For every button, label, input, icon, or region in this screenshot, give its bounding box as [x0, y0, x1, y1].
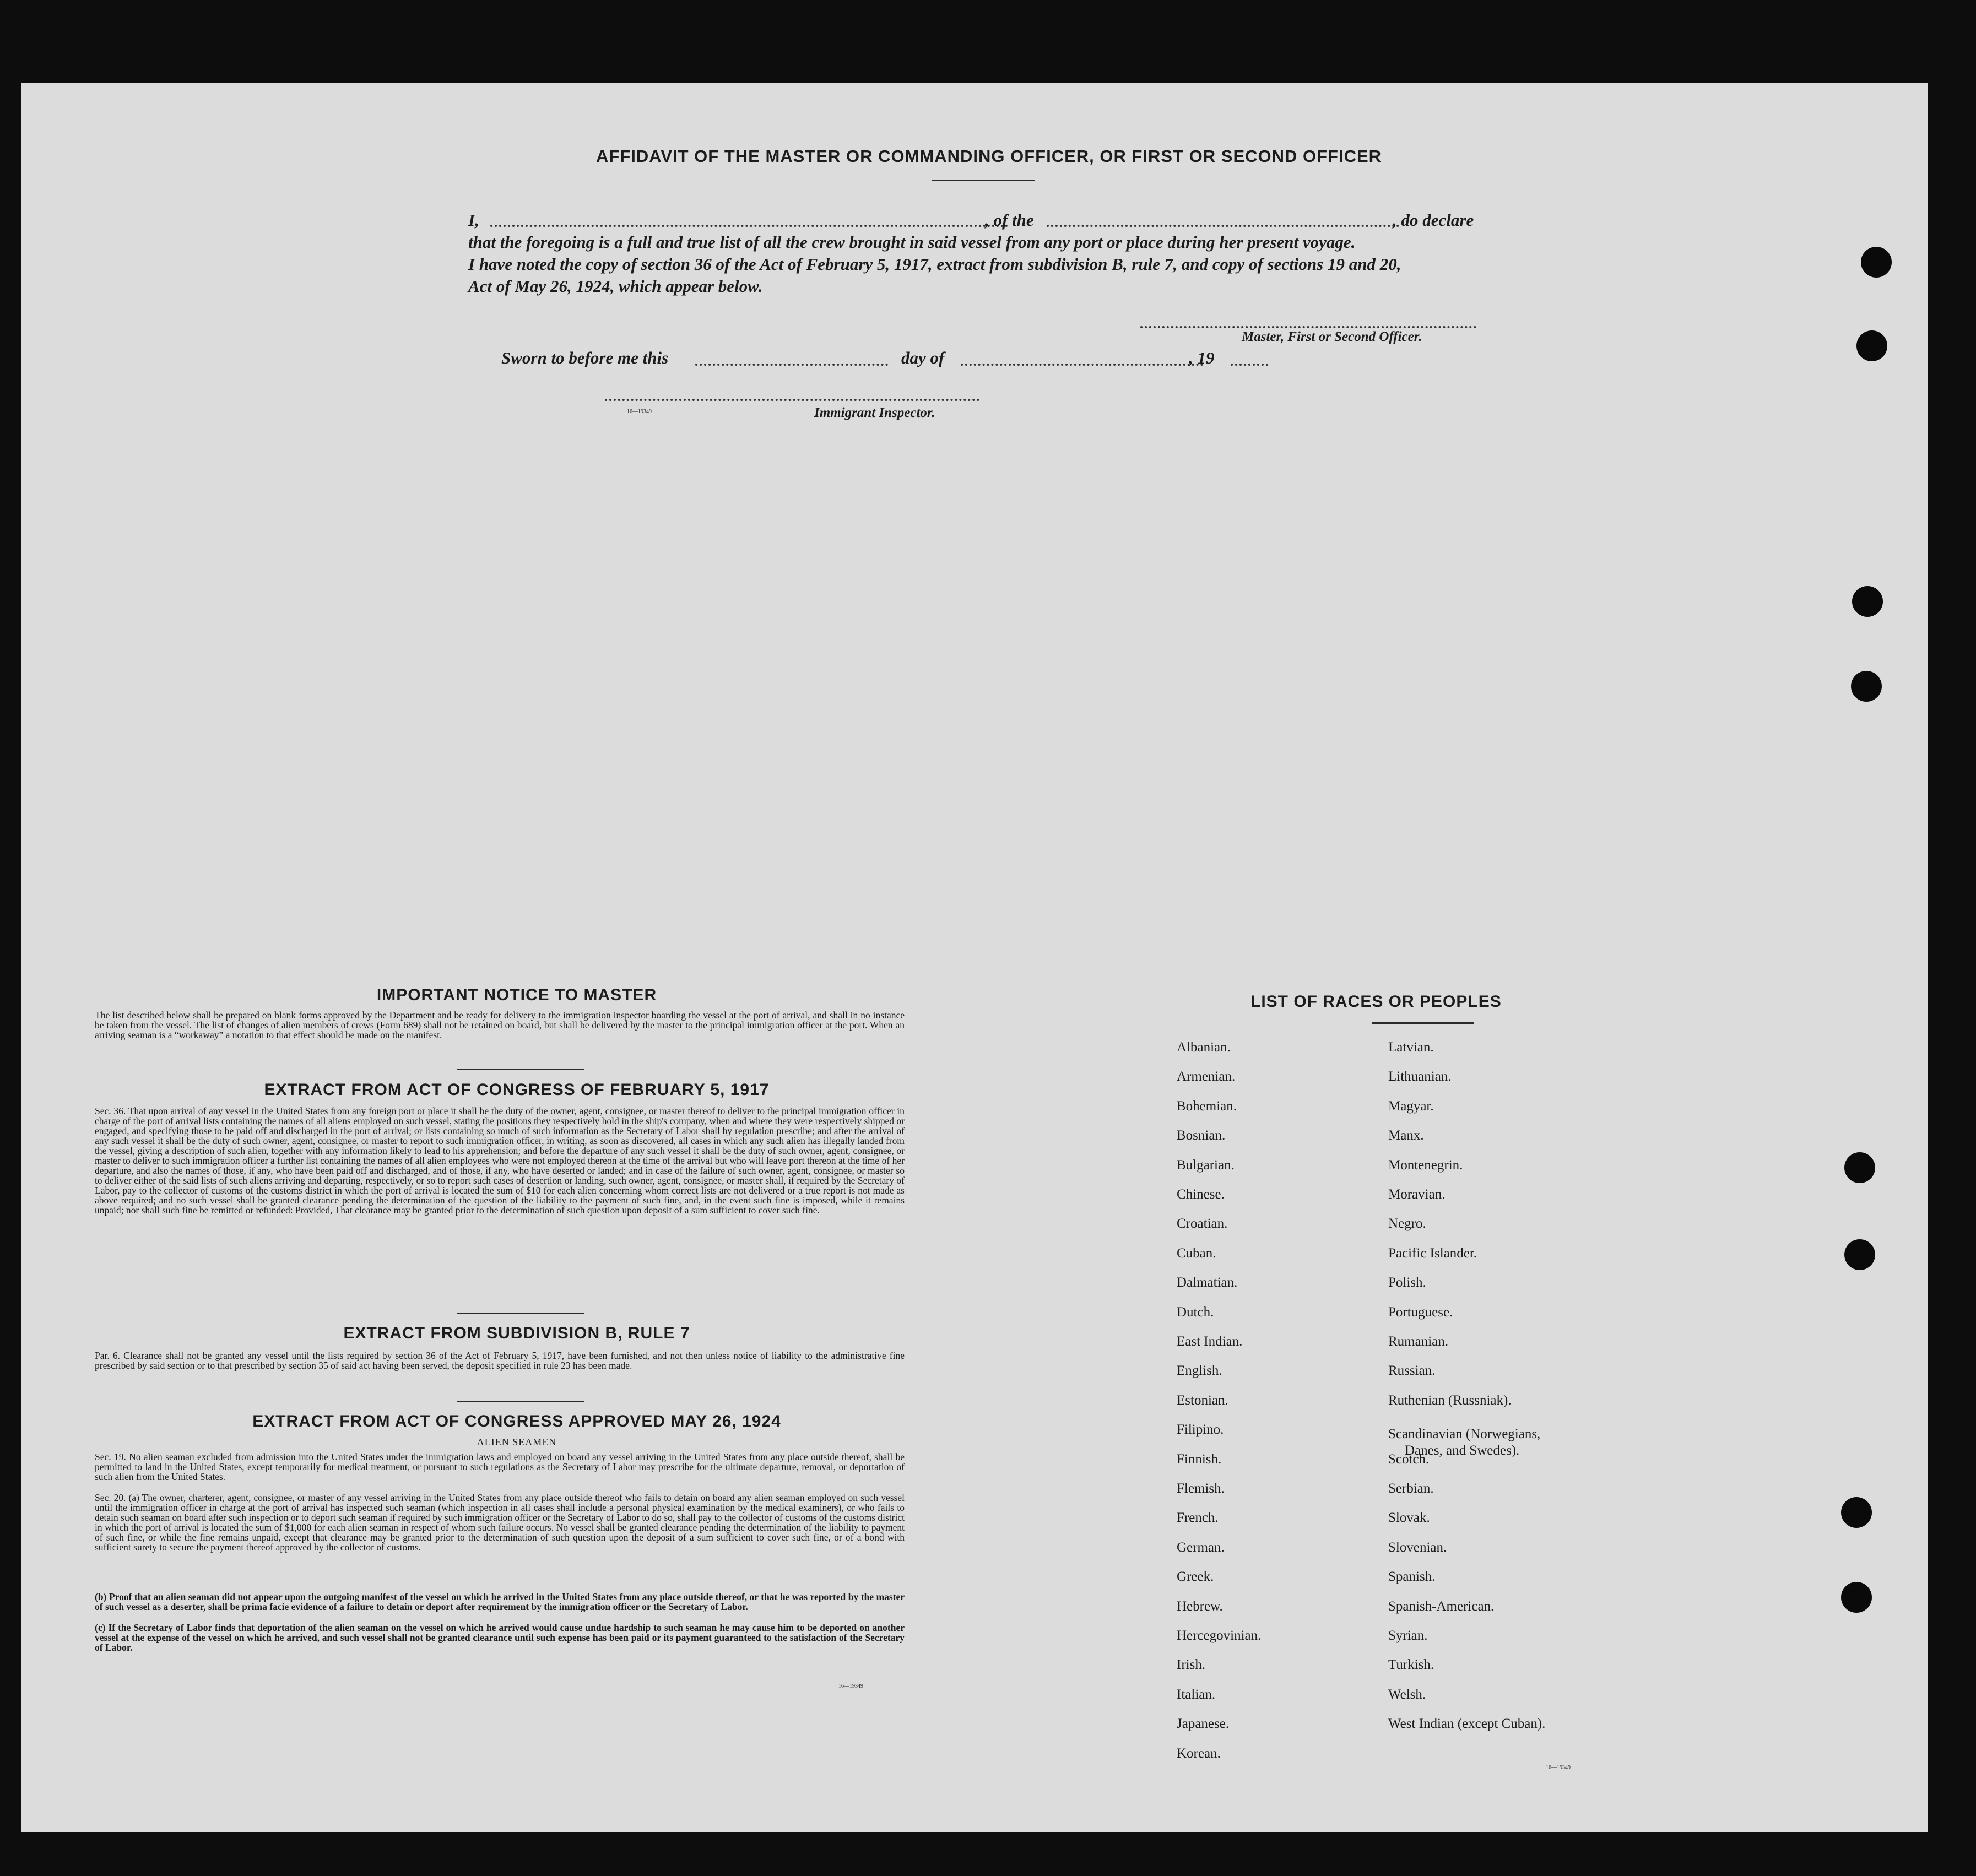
race-item: Hebrew. — [1177, 1598, 1223, 1614]
sworn-day-field[interactable] — [695, 364, 888, 366]
binder-hole — [1841, 1582, 1872, 1613]
race-item: Cuban. — [1177, 1245, 1216, 1261]
race-item: Serbian. — [1388, 1481, 1434, 1496]
declarant-i-label: I, — [468, 210, 479, 230]
sworn-month-field[interactable] — [961, 364, 1203, 366]
officer-signature-field[interactable] — [1140, 326, 1476, 328]
alien-seamen-subtitle: ALIEN SEAMEN — [477, 1436, 557, 1447]
race-item: Syrian. — [1388, 1628, 1428, 1643]
race-item: Spanish. — [1388, 1569, 1436, 1585]
race-item: Portuguese. — [1388, 1304, 1453, 1320]
sec-20c-text: (c) If the Secretary of Labor finds that deportation of the alien seaman on the vessel on which he arrived would cause undue hardship to such seaman he may cause him to be deported on another vessel at the expense of the vessel on which he arrived, and such vessel shall not be granted clearance until such expense has been paid or its payment guaranteed to the satisfaction of the Secretary of Labor. — [95, 1622, 905, 1653]
form-number-top: 16—19349 — [627, 409, 652, 415]
race-item: Slovak. — [1388, 1510, 1430, 1526]
do-declare-label: , do declare — [1393, 210, 1474, 230]
divider — [457, 1401, 584, 1402]
race-item: Scotch. — [1388, 1451, 1430, 1467]
race-item: Hercegovinian. — [1177, 1628, 1262, 1643]
race-item: French. — [1177, 1510, 1219, 1526]
race-item: Pacific Islander. — [1388, 1245, 1477, 1261]
race-item: Greek. — [1177, 1569, 1214, 1585]
race-item: Croatian. — [1177, 1216, 1228, 1232]
declaration-line-2: that the foregoing is a full and true list of all the crew brought in said vessel from any port or place during her present voyage. — [468, 232, 1356, 252]
inspector-signature-field[interactable] — [605, 399, 979, 401]
declaration-line-3: I have noted the copy of section 36 of the Act of February 5, 1917, extract from subdivision B, rule 7, and copy of sections 19 and 20, — [468, 254, 1401, 274]
race-item: Japanese. — [1177, 1716, 1230, 1732]
race-item: German. — [1177, 1539, 1225, 1555]
race-item: Chinese. — [1177, 1187, 1225, 1202]
race-item: Albanian. — [1177, 1040, 1231, 1055]
binder-hole — [1844, 1152, 1875, 1183]
notice-text: The list described below shall be prepared on blank forms approved by the Department and be ready for delivery to the immigration inspector boarding the vessel at the port of arrival, and shall in no instance be taken from the vessel. The list of changes of alien members of crews (Form 689) shall not be retained on board, but shall be delivered by the master to the principal immigration officer at the port. When an arriving seaman is a “workaway” a notation to that effect should be made on the manifest. — [95, 1010, 905, 1040]
race-item: Finnish. — [1177, 1451, 1222, 1467]
notice-title: IMPORTANT NOTICE TO MASTER — [376, 986, 657, 1004]
binder-hole — [1844, 1239, 1875, 1270]
race-item: Scandinavian (Norwegians, — [1388, 1427, 1541, 1442]
day-of-label: day of — [901, 348, 945, 367]
race-item: Bohemian. — [1177, 1098, 1237, 1114]
races-title: LIST OF RACES OR PEOPLES — [1250, 993, 1502, 1011]
race-item: Flemish. — [1177, 1481, 1225, 1496]
form-number-bottom-left: 16—19349 — [838, 1683, 863, 1689]
extract-1917-text: Sec. 36. That upon arrival of any vessel in the United States from any foreign port or place it shall be the duty of the owner, agent, consignee, or master thereof to deliver to the principal immigration officer in charge of the port of arrival lists containing the names of all aliens employed on such vessel, stating the positions they respectively hold in the ship's company, when and where they were respectively shipped or engaged, and specifying those to be paid off and discharged in the port of arrival; or lists containing so much of such information as the Secretary of Labor shall by regulation prescribe; and after the arrival of any such vessel it shall be the duty of such owner, agent, consignee, or master to report to such immigration officer, in writing, as soon as discovered, all cases in which any such alien has illegally landed from the vessel, giving a description of such alien, together with any information likely to lead to his apprehension; and before the departure of any such vessel it shall be the duty of such owner, agent, consignee, or master to deliver to such immigration officer a further list containing the names of all alien employees who were not employed thereon at the time of the arrival but who will leave port thereon at the time of her departure, and also the names of those, if any, who have been paid off and discharged, and of those, if any, who have deserted or landed; and in case of the failure of such owner, agent, consignee, or master so to deliver either of the said lists of such aliens arriving and departing, respectively, or so to report such cases of desertion or landing, such owner, agent, consignee, or master shall, if required by the Secretary of Labor, pay to the collector of customs of the customs district in which the port of arrival is located the sum of $10 for each alien concerning whom correct lists are not delivered or a true report is not made as above required; and no such vessel shall be granted clearance pending the determination of the question of the liability to the payment of such fine, and, in the event such fine is imposed, while it remains unpaid; nor shall such fine be remitted or refunded: Provided, That clearance may be granted prior to the determination of such question upon deposit of a sum sufficient to cover such fine. — [95, 1105, 905, 1216]
race-item: Filipino. — [1177, 1422, 1224, 1438]
race-item: English. — [1177, 1363, 1222, 1379]
race-item: Spanish-American. — [1388, 1598, 1495, 1614]
race-item: Negro. — [1388, 1216, 1426, 1232]
race-item: Moravian. — [1388, 1187, 1446, 1202]
inspector-label: Immigrant Inspector. — [814, 405, 935, 420]
race-item: Welsh. — [1388, 1687, 1426, 1702]
declaration-line-4: Act of May 26, 1924, which appear below. — [468, 276, 763, 296]
extract-rule7-title: EXTRACT FROM SUBDIVISION B, RULE 7 — [343, 1324, 690, 1342]
race-item: Rumanian. — [1388, 1334, 1449, 1349]
sec-20b-text: (b) Proof that an alien seaman did not appear upon the outgoing manifest of the vessel on which he arrived in the United States from any place outside thereof, or that he was reported by the master of such vessel as a deserter, shall be prima facie evidence of a failure to detain or deport after requirement by the immigration officer or the Secretary of Labor. — [95, 1591, 905, 1612]
race-item: Lithuanian. — [1388, 1069, 1452, 1085]
race-item: West Indian (except Cuban). — [1388, 1716, 1546, 1732]
binder-hole — [1841, 1497, 1872, 1528]
divider — [457, 1069, 584, 1070]
race-item: Polish. — [1388, 1275, 1426, 1291]
races-underline — [1372, 1022, 1474, 1024]
title-underline — [932, 180, 1035, 181]
affidavit-title: AFFIDAVIT OF THE MASTER OR COMMANDING OFFICER, OR FIRST OR SECOND OFFICER — [596, 147, 1382, 166]
race-item: Dutch. — [1177, 1304, 1214, 1320]
race-item: Latvian. — [1388, 1040, 1434, 1055]
race-item: Dalmatian. — [1177, 1275, 1238, 1291]
race-item: Danes, and Swedes). — [1405, 1443, 1520, 1458]
race-item: Turkish. — [1388, 1657, 1434, 1673]
race-item: Italian. — [1177, 1687, 1216, 1702]
race-item: Armenian. — [1177, 1069, 1236, 1085]
sec-19-text: Sec. 19. No alien seaman excluded from admission into the United States under the immigration laws and employed on board any vessel arriving in the United States from any place outside thereof, shall be permitted to land in the United States, except temporarily for medical treatment, or pursuant to such regulations as the Secretary of Labor may prescribe for the ultimate departure, removal, or deportation of such alien from the United States. — [95, 1451, 905, 1482]
signature-label: Master, First or Second Officer. — [1242, 329, 1422, 344]
binder-hole — [1856, 330, 1887, 361]
race-item: Korean. — [1177, 1745, 1221, 1761]
extract-1917-title: EXTRACT FROM ACT OF CONGRESS OF FEBRUARY 5, 1917 — [264, 1081, 770, 1099]
race-item: Estonian. — [1177, 1392, 1228, 1408]
race-item: Bosnian. — [1177, 1128, 1226, 1143]
race-item: Ruthenian (Russniak). — [1388, 1392, 1512, 1408]
race-item: Bulgarian. — [1177, 1157, 1235, 1173]
binder-hole — [1861, 247, 1892, 278]
race-item: Irish. — [1177, 1657, 1206, 1673]
binder-hole — [1851, 671, 1882, 702]
race-item: East Indian. — [1177, 1334, 1243, 1349]
extract-1924-title: EXTRACT FROM ACT OF CONGRESS APPROVED MAY 26, 1924 — [252, 1412, 781, 1430]
divider — [457, 1313, 584, 1314]
form-number-bottom-right: 16—19349 — [1546, 1765, 1571, 1771]
document-page — [21, 83, 1928, 1832]
race-item: Slovenian. — [1388, 1539, 1447, 1555]
sec-20a-text: Sec. 20. (a) The owner, charterer, agent, consignee, or master of any vessel arriving in the United States from any place outside thereof who fails to detain on board any alien seaman employed on such vessel until the immigration officer in charge at the port of arrival has inspected such seaman (which inspection in all cases shall include a personal physical examination by the medical examiners), or who fails to detain such seaman on board after such inspection or to deport such seaman if required by such immigration officer or the Secretary of Labor to do so, shall pay to the collector of customs of the customs district in which the port of arrival is located the sum of $1,000 for each alien seaman in respect of whom such failure occurs. No vessel shall be granted clearance pending the determination of the liability to payment of such fine, or while the fine remains unpaid, except that clearance may be granted prior to the determination of such question upon the deposit of a sum sufficient to cover such fine, or of a bond with sufficient surety to secure the payment thereof approved by the collector of customs. — [95, 1492, 905, 1553]
of-the-label: , of the — [985, 210, 1034, 230]
declarant-name-field[interactable] — [490, 225, 1008, 227]
sworn-label: Sworn to before me this — [501, 348, 669, 367]
race-item: Russian. — [1388, 1363, 1436, 1379]
year-prefix-label: , 19 — [1189, 348, 1215, 367]
race-item: Manx. — [1388, 1128, 1424, 1143]
race-item: Magyar. — [1388, 1098, 1434, 1114]
binder-hole — [1852, 586, 1883, 617]
sworn-year-field[interactable] — [1231, 364, 1268, 366]
vessel-name-field[interactable] — [1047, 225, 1399, 227]
race-item: Montenegrin. — [1388, 1157, 1463, 1173]
extract-rule7-text: Par. 6. Clearance shall not be granted any vessel until the lists required by section 36 of the Act of February 5, 1917, have been furnished, and not then unless notice of liability to the administrative fine prescribed by said section or to that prescribed by section 35 of said act having been served, the deposit specified in rule 23 has been made. — [95, 1350, 905, 1371]
